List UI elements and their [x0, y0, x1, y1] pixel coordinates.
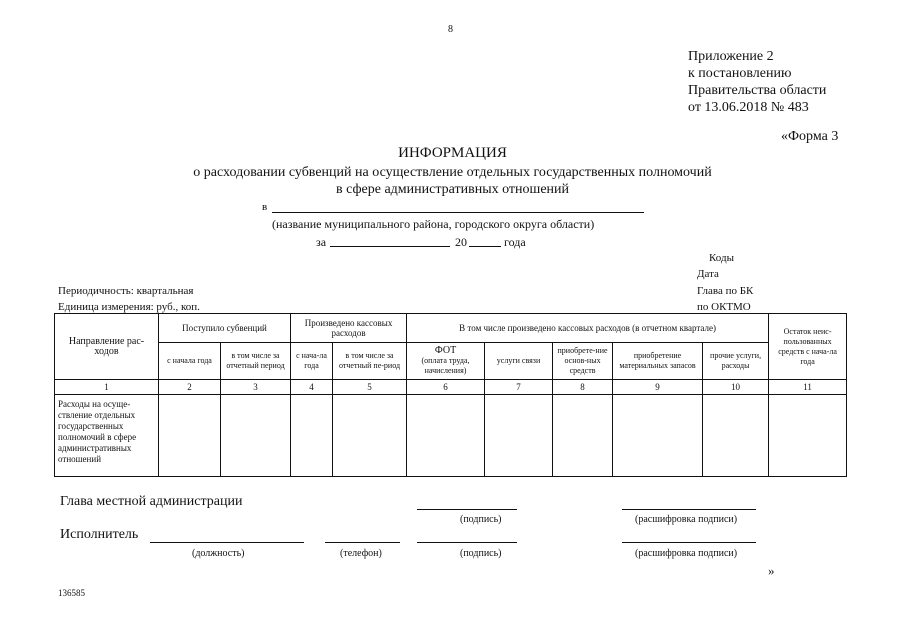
- year-prefix: 20: [455, 235, 467, 249]
- header-incl-paid: В том числе произведено кассовых расходов (в отчетном квартале): [407, 314, 769, 343]
- column-number: 11: [769, 380, 847, 395]
- column-number: 6: [407, 380, 485, 395]
- table-cell[interactable]: [407, 395, 485, 477]
- codes-header: Коды: [709, 252, 734, 264]
- head-signature-caption: (подпись): [460, 514, 502, 525]
- appendix-line: Приложение 2: [688, 49, 774, 64]
- header-paid: Произведено кассовых расходов: [291, 314, 407, 343]
- subheader-c10: прочие услуги, расходы: [703, 343, 769, 380]
- column-number: 5: [333, 380, 407, 395]
- subheader-c5: в том числе за отчетный пе-риод: [333, 343, 407, 380]
- appendix-line: к постановлению: [688, 66, 792, 81]
- subheader-c3: в том числе за отчетный период: [221, 343, 291, 380]
- column-number: 7: [485, 380, 553, 395]
- head-decoding-caption: (расшифровка подписи): [635, 514, 738, 525]
- subheader-c6-note: (оплата труда, начисления): [421, 356, 470, 375]
- periodicity: Периодичность: квартальная: [58, 285, 194, 297]
- column-number: 8: [553, 380, 613, 395]
- table-cell[interactable]: [291, 395, 333, 477]
- codes-date: Дата: [697, 268, 719, 280]
- measurement-unit: Единица измерения: руб., коп.: [58, 301, 200, 313]
- subheader-c6: [407, 343, 485, 380]
- document-subtitle: [0, 164, 905, 198]
- appendix-line: от 13.06.2018 № 483: [688, 100, 809, 115]
- header-direction: Направление рас-ходов: [55, 314, 159, 380]
- executor-decoding-caption: (расшифровка подписи): [635, 548, 738, 559]
- page-number: 8: [448, 24, 453, 35]
- executor-phone-caption: (телефон): [340, 548, 382, 559]
- executor-phone-line[interactable]: [325, 542, 400, 543]
- executor-signature-line[interactable]: [417, 542, 517, 543]
- table-cell[interactable]: [613, 395, 703, 477]
- subheader-c7: услуги связи: [485, 343, 553, 380]
- column-number: 10: [703, 380, 769, 395]
- report-table: [54, 313, 847, 477]
- municipality-caption: (название муниципального района, городского округа области): [272, 217, 595, 231]
- codes-oktmo: по ОКТМО: [697, 301, 751, 313]
- in-prefix: в: [262, 201, 268, 213]
- header-remainder: Остаток неис-пользованных средств с нача-ла года: [769, 314, 847, 380]
- table-cell[interactable]: [553, 395, 613, 477]
- document-title: ИНФОРМАЦИЯ: [398, 145, 507, 161]
- head-decoding-line[interactable]: [622, 509, 756, 510]
- column-number: 9: [613, 380, 703, 395]
- table-cell[interactable]: [769, 395, 847, 477]
- subheader-c9: приобретение материальных запасов: [613, 343, 703, 380]
- column-number: 4: [291, 380, 333, 395]
- executor-label: Исполнитель: [60, 527, 139, 542]
- table-cell[interactable]: [333, 395, 407, 477]
- period-fill-line[interactable]: [330, 246, 450, 247]
- closing-quote: »: [768, 563, 775, 578]
- column-number: 2: [159, 380, 221, 395]
- document-number: 136585: [58, 588, 85, 598]
- table-cell[interactable]: [485, 395, 553, 477]
- head-signature-line[interactable]: [417, 509, 517, 510]
- appendix-block: [688, 48, 826, 116]
- year-fill-line[interactable]: [469, 246, 501, 247]
- subheader-c4: с нача-ла года: [291, 343, 333, 380]
- subtitle-line-2: в сфере административных отношений: [335, 182, 570, 197]
- subtitle-line-1: о расходовании субвенций на осуществление отдельных государственных полномочий: [193, 165, 712, 180]
- executor-position-caption: (должность): [192, 548, 245, 559]
- subheader-c6-title: ФОТ: [434, 345, 457, 356]
- executor-position-line[interactable]: [150, 542, 304, 543]
- column-number: 1: [55, 380, 159, 395]
- table-cell[interactable]: [221, 395, 291, 477]
- appendix-line: Правительства области: [688, 83, 827, 98]
- municipality-fill-line[interactable]: [272, 212, 644, 213]
- table-cell[interactable]: [703, 395, 769, 477]
- subheader-c2: с начала года: [159, 343, 221, 380]
- head-admin-label: Глава местной администрации: [60, 494, 243, 509]
- header-received: Поступило субвенций: [159, 314, 291, 343]
- executor-decoding-line[interactable]: [622, 542, 756, 543]
- executor-signature-caption: (подпись): [460, 548, 502, 559]
- codes-bk-head: Глава по БК: [697, 285, 754, 297]
- subheader-c8: приобрете-ние основ-ных средств: [553, 343, 613, 380]
- column-number: 3: [221, 380, 291, 395]
- row-expenses-label: Расходы на осуще-ствление отдельных государственных полномочий в сфере административных отношений: [55, 395, 159, 477]
- year-suffix: года: [504, 235, 526, 249]
- period-prefix: за: [316, 235, 327, 249]
- table-cell[interactable]: [159, 395, 221, 477]
- form-label: «Форма 3: [781, 129, 839, 144]
